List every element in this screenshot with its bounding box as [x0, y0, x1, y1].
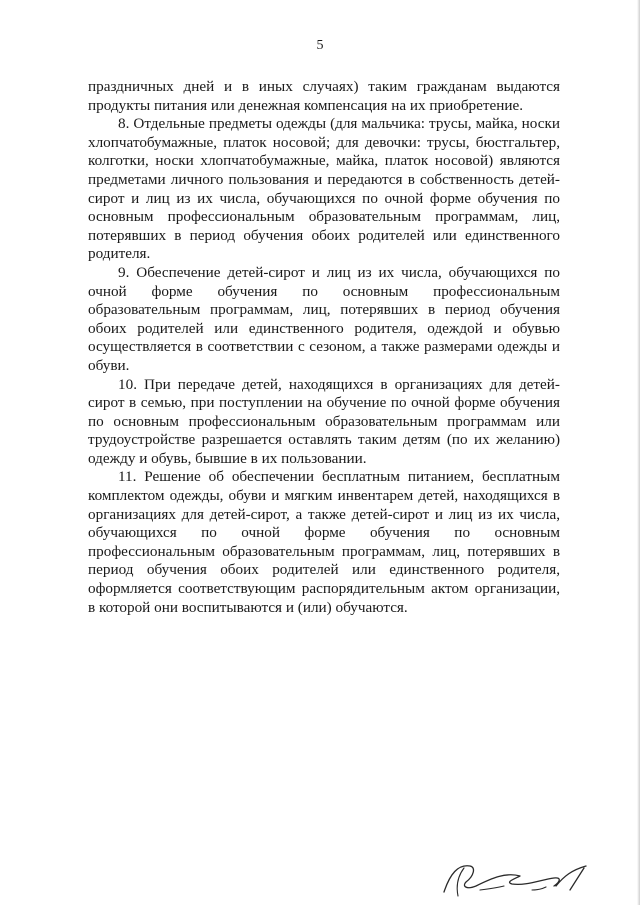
handwritten-signature [436, 856, 596, 900]
paragraph-item-9: 9. Обеспечение детей-сирот и лиц из их числа, обучающихся по очной форме обучения по основным профессиональным образовательным программам, лиц, потерявших в период обучения обоих родителей или единственного родителя, одеждой и обувью осуществляется в соответствии с сезоном, а также размерами одежды и обуви. [88, 263, 560, 374]
paragraph-continuation: праздничных дней и в иных случаях) таким гражданам выдаются продукты питания или денежная компенсация на их приобретение. [88, 78, 560, 114]
paragraph-item-8: 8. Отдельные предметы одежды (для мальчика: трусы, майка, носки хлопчатобумажные, платок носовой; для девочки: трусы, бюстгальтер, колготки, носки хлопчатобумажные, майка, платок носовой) являются предметами личного пользования и передаются в собственность детей-сирот и лиц из их числа, обучающихся по очной форме обучения по основным профессиональным образовательным программам, лиц, потерявших в период обучения обоих родителей или единственного родителя. [88, 115, 560, 263]
document-body [88, 78, 560, 617]
paragraph-item-10: 10. При передаче детей, находящихся в организациях для детей-сирот в семью, при поступлении на обучение по очной форме обучения по основным профессиональным образовательным программам или трудоустройстве разрешается оставлять таким детям (по их желанию) одежду и обувь, бывшие в их пользовании. [88, 375, 560, 467]
page-number: 5 [316, 38, 324, 53]
paragraph-item-11: 11. Решение об обеспечении бесплатным питанием, бесплатным комплектом одежды, обуви и мягким инвентарем детей, находящихся в организациях для детей-сирот, а также детей-сирот и лиц из их числа, обучающихся по очной форме обучения по основным профессиональным образовательным программам, лиц, потерявших в период обучения обоих родителей или единственного родителя, оформляется соответствующим распорядительным актом организации, в которой они воспитываются и (или) обучаются. [88, 468, 560, 616]
